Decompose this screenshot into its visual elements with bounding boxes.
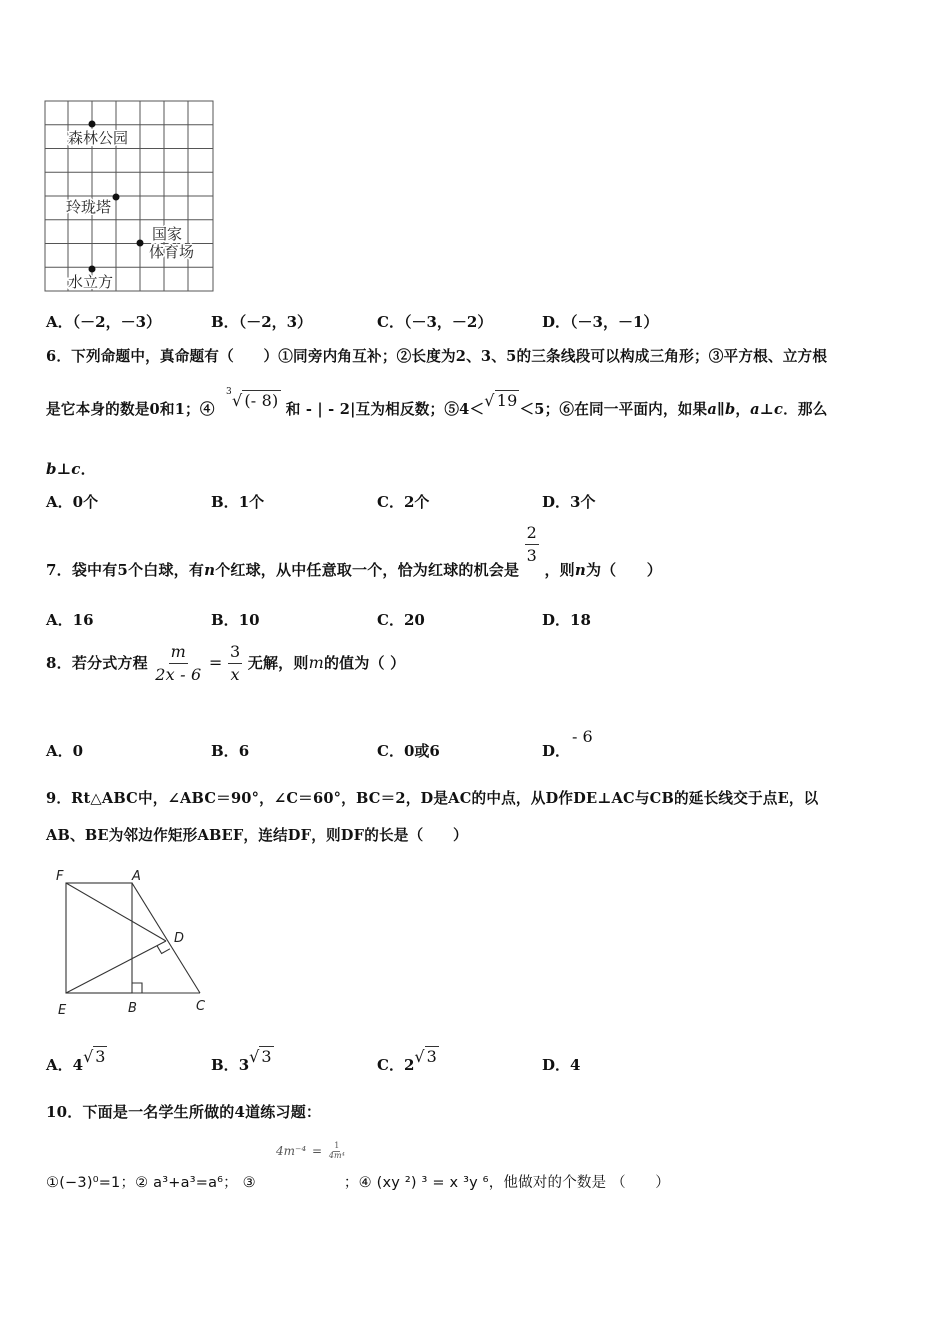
q6-line1: 6．下列命题中，真命题有（ ）①同旁内角互补；②长度为2、3、5的三条线段可以构成三角形；③平方根、立方根 bbox=[46, 348, 828, 365]
segment-ed bbox=[66, 941, 166, 993]
label-b: B bbox=[128, 1001, 137, 1016]
linglong-tower-point bbox=[113, 194, 120, 201]
q8-stem: 8．若分式方程 $\frac{m}{2x - 6}$ = $\frac{3}{x}$ 无解，则m的值为（ ） bbox=[46, 642, 406, 685]
forest-park-label: 森林公园 bbox=[68, 129, 129, 147]
rectangle-triangle-figure bbox=[50, 866, 220, 1022]
q8-option-b[interactable]: B．6 bbox=[211, 742, 250, 760]
stadium-label-2: 体育场 bbox=[149, 243, 195, 261]
q6-option-b[interactable]: B．1个 bbox=[211, 493, 265, 511]
q9-line2: AB、BE为邻边作矩形ABEF，连结DF，则DF的长是（ ） bbox=[46, 827, 468, 844]
q6-line3: b⊥c． bbox=[46, 460, 96, 478]
segment-fd bbox=[66, 883, 166, 941]
right-angle-b bbox=[132, 983, 142, 993]
q9-option-c[interactable]: C．2√ 3 bbox=[377, 1047, 437, 1074]
stadium-label-1: 国家 bbox=[152, 225, 183, 243]
q9-option-a[interactable]: A．4√ 3 bbox=[46, 1047, 106, 1074]
q6-sqrt19: √ 19 bbox=[484, 391, 518, 410]
q8-fraction-right: $\frac{3}{x}$ bbox=[229, 642, 241, 685]
rectangle-abef bbox=[66, 883, 132, 993]
linglong-tower-label: 玲珑塔 bbox=[66, 198, 112, 216]
q7-stem: 7．袋中有5个白球，有n个红球，从中任意取一个，恰为红球的机会是 $\frac{2}{3}$ ，则n为（ ） bbox=[46, 523, 662, 579]
label-a: A bbox=[132, 869, 141, 884]
stadium-point bbox=[137, 240, 144, 247]
q5-option-a[interactable]: A．（－2，－3） bbox=[46, 313, 162, 331]
q8-fraction-left: $\frac{m}{2x - 6}$ bbox=[155, 642, 202, 685]
q10-expression: 4m⁻⁴ = $\frac{1}{\text{4m⁴}}$ bbox=[276, 1141, 345, 1160]
label-e: E bbox=[58, 1003, 67, 1018]
q5-option-b[interactable]: B．（－2，3） bbox=[211, 313, 313, 331]
q5-option-c[interactable]: C．（－3，－2） bbox=[377, 313, 493, 331]
q7-option-d[interactable]: D．18 bbox=[542, 611, 591, 629]
q8-option-a[interactable]: A．0 bbox=[46, 742, 84, 760]
q7-option-c[interactable]: C．20 bbox=[377, 611, 425, 629]
q8-option-c[interactable]: C．0或6 bbox=[377, 742, 440, 760]
q7-option-b[interactable]: B．10 bbox=[211, 611, 260, 629]
segment-ac bbox=[132, 883, 200, 993]
q9-line1: 9．Rt△ABC中，∠ABC＝90°，∠C＝60°，BC＝2，D是AC的中点，从D作DE⊥AC与CB的延长线交于点E，以 bbox=[46, 790, 819, 807]
label-d: D bbox=[174, 931, 185, 946]
q9-option-b[interactable]: B．3√ 3 bbox=[211, 1047, 272, 1074]
q9-option-d[interactable]: D．4 bbox=[542, 1056, 581, 1074]
q10-title: 10．下面是一名学生所做的4道练习题： bbox=[46, 1103, 322, 1121]
q8-option-d[interactable]: D．- 6 bbox=[542, 727, 593, 760]
q10-line: ①(−3)⁰=1；② a³+a³=a⁶； ③ ；④ (xy ²) ³ = x ³y ⁶，他做对的个数是 （ ） bbox=[46, 1175, 670, 1191]
label-c: C bbox=[196, 999, 206, 1014]
q6-cube-root: 3 √ (- 8) bbox=[225, 387, 279, 410]
label-f: F bbox=[56, 869, 64, 884]
q6-line2: 是它本身的数是0和1；④ 3 √ (- 8) 和 - | - 2|互为相反数；⑤4＜√ 19 ＜5；⑥在同一平面内，如果a∥b，a⊥c．那么 bbox=[46, 387, 828, 418]
q6-option-a[interactable]: A．0个 bbox=[46, 493, 99, 511]
water-cube-point bbox=[89, 266, 96, 273]
q6-option-d[interactable]: D．3个 bbox=[542, 493, 596, 511]
map-grid-figure bbox=[44, 100, 216, 294]
water-cube-label: 水立方 bbox=[68, 273, 114, 291]
q5-option-d[interactable]: D．（－3，－1） bbox=[542, 313, 659, 331]
right-angle-d bbox=[157, 946, 170, 954]
q7-fraction: $\frac{2}{3}$ bbox=[526, 523, 538, 566]
forest-park-point bbox=[89, 121, 96, 128]
q6-option-c[interactable]: C．2个 bbox=[377, 493, 430, 511]
q7-option-a[interactable]: A．16 bbox=[46, 611, 94, 629]
